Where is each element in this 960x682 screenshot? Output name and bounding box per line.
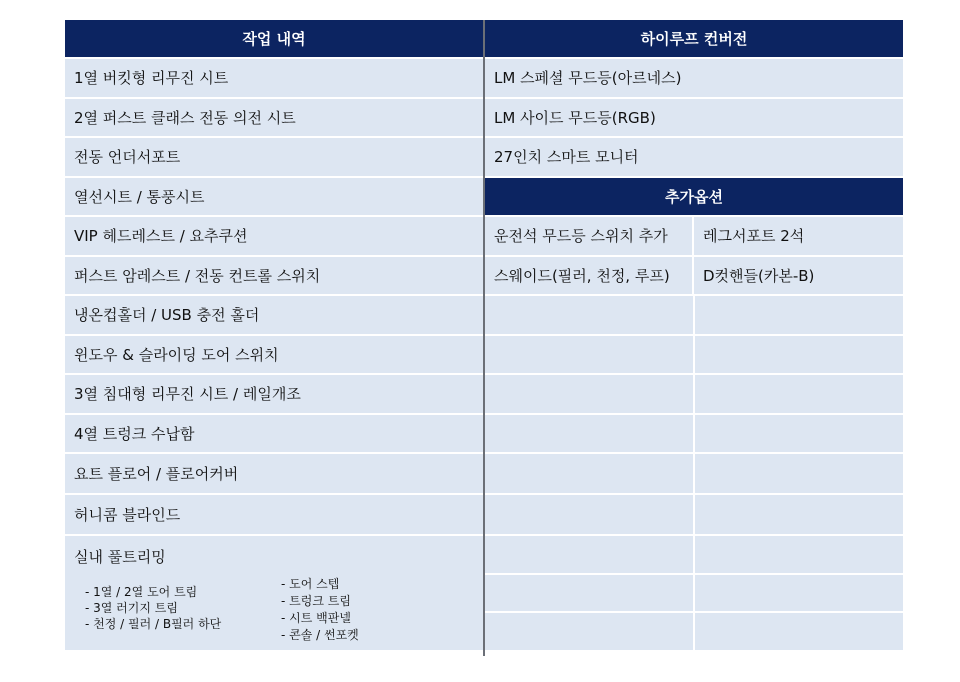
work-item: 1열 버킷형 리무진 시트	[65, 57, 483, 97]
work-item: 허니콤 블라인드	[65, 493, 483, 534]
empty-option-row	[485, 334, 903, 374]
empty-option-row	[485, 611, 903, 650]
option-item: 레그서포트 2석	[694, 217, 903, 255]
work-item: 열선시트 / 통풍시트	[65, 176, 483, 216]
trim-list-right	[281, 576, 359, 644]
empty-option-row	[485, 294, 903, 334]
work-item: 4열 트렁크 수납함	[65, 413, 483, 453]
work-item: 퍼스트 암레스트 / 전동 컨트롤 스위치	[65, 255, 483, 295]
options-header: 추가옵션	[485, 176, 903, 216]
trim-item: - 도어 스텝	[281, 577, 340, 591]
work-list-column	[65, 20, 483, 650]
trim-item: - 1열 / 2열 도어 트림	[85, 585, 198, 599]
trim-item: - 시트 백판넬	[281, 611, 351, 625]
work-item: 3열 침대형 리무진 시트 / 레일개조	[65, 373, 483, 413]
work-list-header: 작업 내역	[65, 20, 483, 57]
work-item: 윈도우 & 슬라이딩 도어 스위치	[65, 334, 483, 374]
empty-option-row	[485, 452, 903, 493]
trim-item: - 천정 / 필러 / B필러 하단	[85, 617, 222, 631]
trim-list-left	[85, 584, 221, 632]
work-item: VIP 헤드레스트 / 요추쿠션	[65, 215, 483, 255]
work-item: 냉온컵홀더 / USB 충전 홀더	[65, 294, 483, 334]
full-trimming-cell	[65, 534, 483, 650]
empty-option-row	[485, 534, 903, 573]
work-item: 요트 플로어 / 플로어커버	[65, 452, 483, 493]
conversion-column	[485, 20, 903, 650]
empty-option-row	[485, 573, 903, 611]
trim-item: - 콘솔 / 썬포켓	[281, 628, 359, 642]
work-item: 2열 퍼스트 클래스 전동 의전 시트	[65, 97, 483, 137]
empty-option-row	[485, 413, 903, 453]
empty-option-row	[485, 493, 903, 534]
work-table	[65, 20, 903, 656]
option-item: 스웨이드(필러, 천정, 루프)	[485, 257, 694, 295]
trim-item: - 3열 러기지 트림	[85, 601, 178, 615]
option-row	[485, 255, 903, 295]
work-item: 전동 언더서포트	[65, 136, 483, 176]
conversion-item: 27인치 스마트 모니터	[485, 136, 903, 176]
option-item: D컷핸들(카본-B)	[694, 257, 903, 295]
option-item: 운전석 무드등 스위치 추가	[485, 217, 694, 255]
conversion-header: 하이루프 컨버전	[485, 20, 903, 57]
conversion-item: LM 스페셜 무드등(아르네스)	[485, 57, 903, 97]
full-trimming-title: 실내 풀트리밍	[74, 548, 166, 566]
option-row	[485, 215, 903, 255]
conversion-item: LM 사이드 무드등(RGB)	[485, 97, 903, 137]
empty-option-row	[485, 373, 903, 413]
trim-item: - 트렁크 트림	[281, 594, 351, 608]
